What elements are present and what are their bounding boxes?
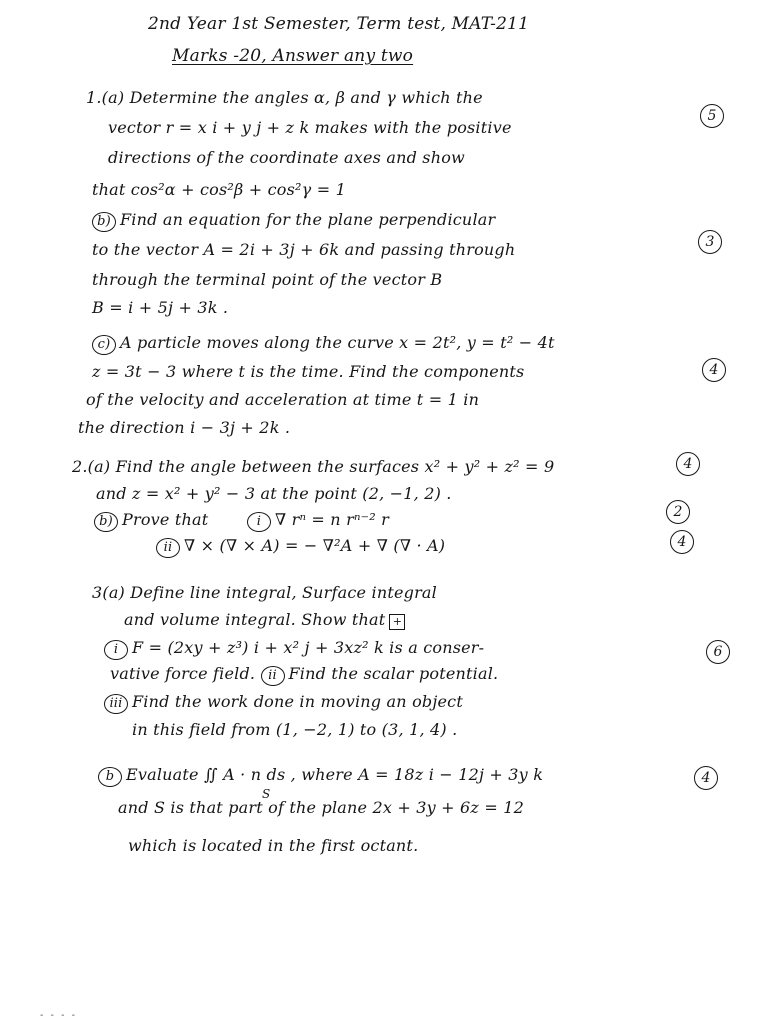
q3a-line-1: 3(a) Define line integral, Surface integral xyxy=(92,583,437,602)
q3a-iii-label: iii xyxy=(104,694,128,714)
q1b-line-1 xyxy=(92,210,495,232)
q2a-line-2: and z = x² + y² − 3 at the point (2, −1, 2) . xyxy=(96,484,452,503)
q2b-prefix: Prove that xyxy=(122,510,209,529)
q2b-line-1 xyxy=(94,510,389,532)
q3a-marks: 6 xyxy=(706,640,730,664)
q3a-ii-label: ii xyxy=(261,666,285,686)
q3b-marks: 4 xyxy=(694,766,718,790)
q2b-label: b) xyxy=(94,512,118,532)
q1c-line-2: z = 3t − 3 where t is the time. Find the components xyxy=(92,362,525,381)
q3a-i-label: i xyxy=(104,640,128,660)
q1c-line-1 xyxy=(92,333,555,355)
q3a-text-4b: Find the scalar potential. xyxy=(288,664,499,683)
q3a-line-2 xyxy=(124,610,405,630)
q1b-line-2: to the vector A = 2i + 3j + 6k and passing through xyxy=(92,240,516,259)
q1a-line-2: vector r = x i + y j + z k makes with the positive xyxy=(108,118,512,137)
q1b-text-1: Find an equation for the plane perpendicular xyxy=(120,210,496,229)
exam-instructions: Marks -20, Answer any two xyxy=(172,46,414,66)
q3a-note-box: + xyxy=(389,614,405,630)
q3a-line-4 xyxy=(110,664,498,686)
exam-title: 2nd Year 1st Semester, Term test, MAT-211 xyxy=(148,14,530,34)
q3b-surface-sub: S xyxy=(262,787,271,801)
q1b-line-4: B = i + 5j + 3k . xyxy=(92,298,229,317)
q1c-line-3: of the velocity and acceleration at time t = 1 in xyxy=(86,390,480,409)
q1b-line-3: through the terminal point of the vector B xyxy=(92,270,443,289)
q1a-line-4: that cos²α + cos²β + cos²γ = 1 xyxy=(92,180,346,199)
q1a-line-1: 1.(a) Determine the angles α, β and γ which the xyxy=(86,88,483,107)
q2b-i-text: ∇ rⁿ = n rⁿ⁻² r xyxy=(274,510,390,529)
q1c-line-4: the direction i − 3j + 2k . xyxy=(78,418,291,437)
page-mark: - - - - xyxy=(40,1010,78,1021)
q2b-ii-label: ii xyxy=(156,538,180,558)
q3b-line-3: which is located in the first octant. xyxy=(128,836,419,855)
q2b-ii-text: ∇ × (∇ × A) = − ∇²A + ∇ (∇ · A) xyxy=(184,536,446,555)
q3a-text-2: and volume integral. Show that xyxy=(124,610,386,629)
q3b-text-1: Evaluate ∬ A · n ds , where A = 18z i − 12j + 3y k xyxy=(126,765,544,784)
q3b-line-1 xyxy=(98,765,543,787)
q1b-label: b) xyxy=(92,212,116,232)
q2b-i-label: i xyxy=(247,512,271,532)
q3a-line-6: in this field from (1, −2, 1) to (3, 1, 4) . xyxy=(132,720,458,739)
q3b-label: b xyxy=(98,767,122,787)
q1c-text-1: A particle moves along the curve x = 2t², y = t² − 4t xyxy=(120,333,555,352)
q3a-text-4a: vative force field. xyxy=(110,664,256,683)
q3a-text-3: F = (2xy + z³) i + x² j + 3xz² k is a conser- xyxy=(132,638,485,657)
q1a-line-3: directions of the coordinate axes and show xyxy=(108,148,465,167)
q2b-i-marks: 2 xyxy=(666,500,690,524)
q3b-line-2: and S is that part of the plane 2x + 3y + 6z = 12 xyxy=(118,798,524,817)
q1c-label: c) xyxy=(92,335,116,355)
q1a-marks: 5 xyxy=(700,104,724,128)
q1b-marks: 3 xyxy=(698,230,722,254)
q2b-ii-marks: 4 xyxy=(670,530,694,554)
q2a-marks: 4 xyxy=(676,452,700,476)
q3a-line-5 xyxy=(104,692,463,714)
q2a-line-1: 2.(a) Find the angle between the surfaces x² + y² + z² = 9 xyxy=(72,457,555,476)
q3a-text-5: Find the work done in moving an object xyxy=(132,692,463,711)
q2b-line-2 xyxy=(156,536,445,558)
q3a-line-3 xyxy=(104,638,484,660)
q1c-marks: 4 xyxy=(702,358,726,382)
